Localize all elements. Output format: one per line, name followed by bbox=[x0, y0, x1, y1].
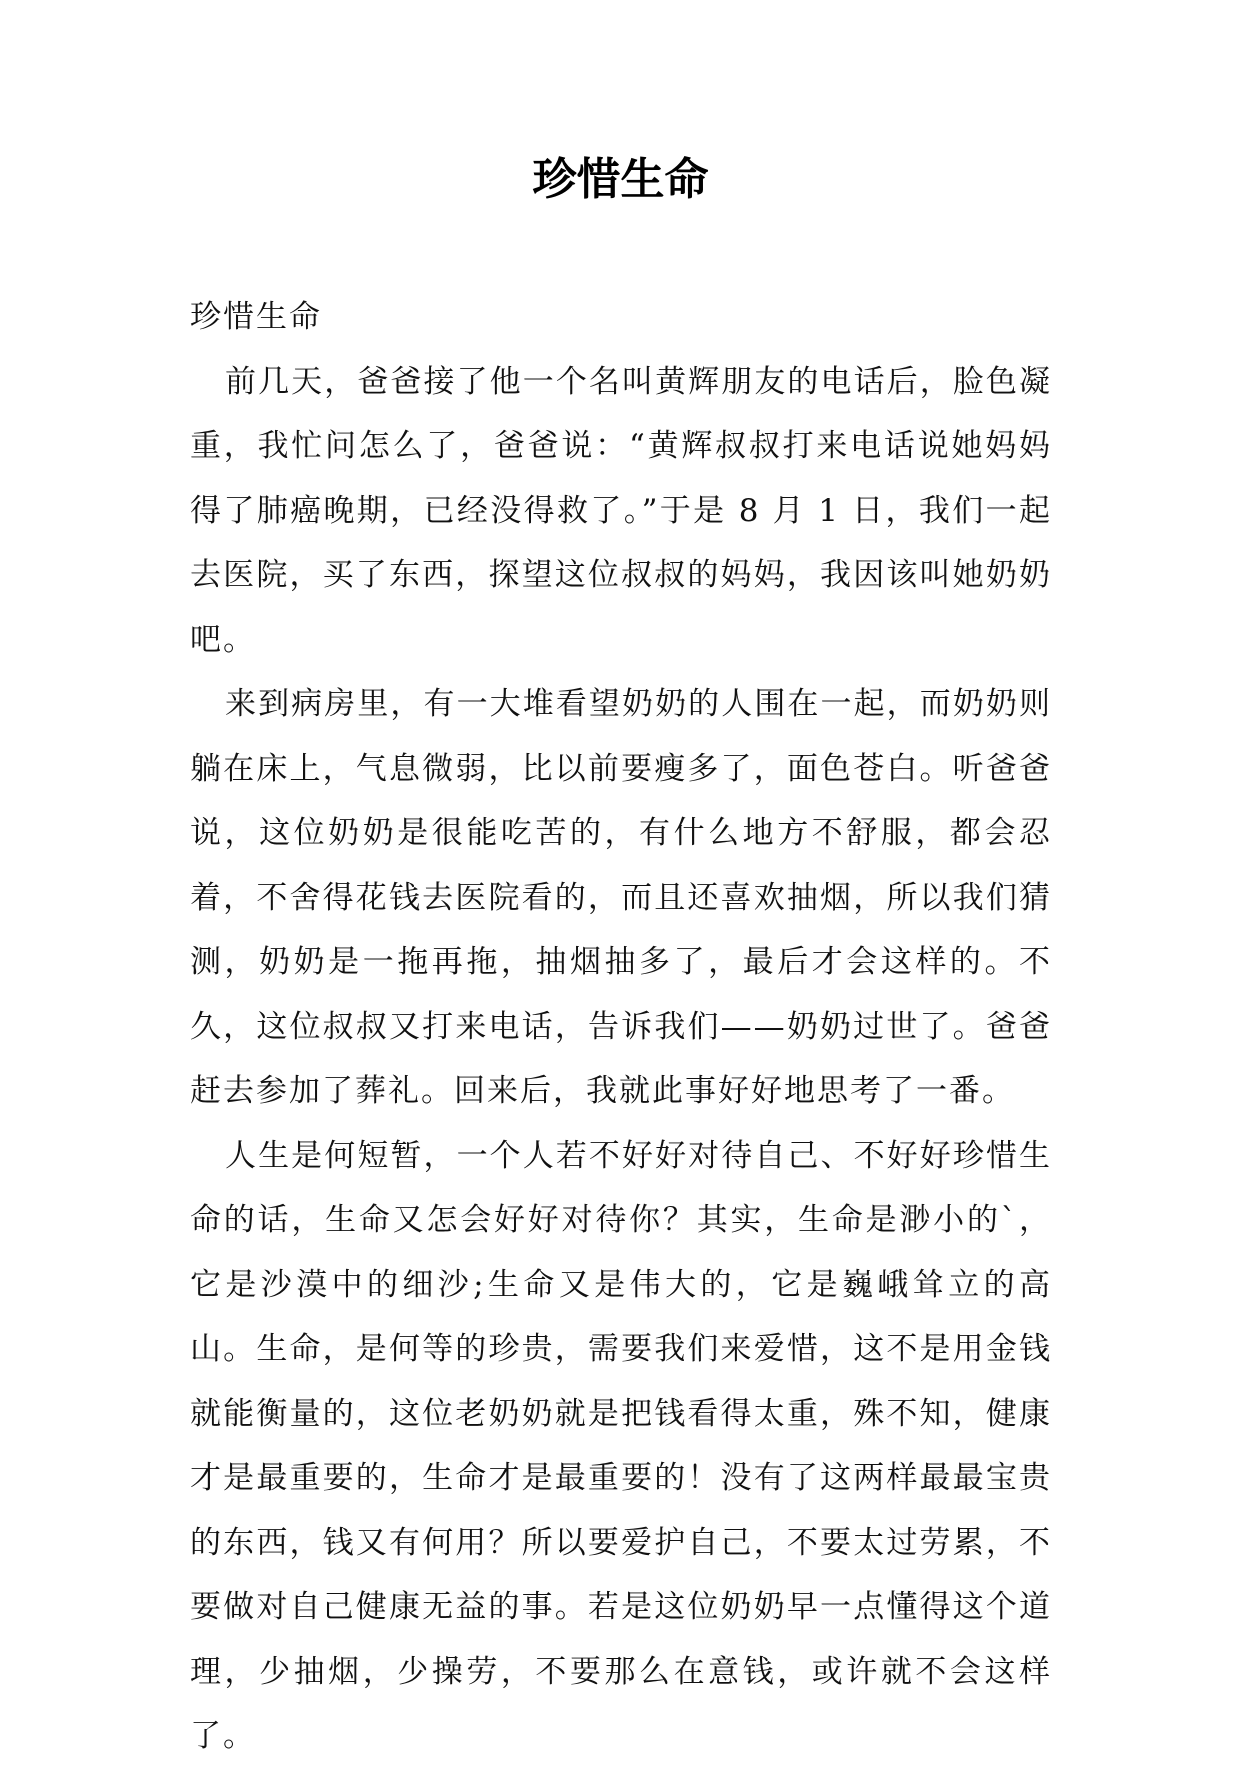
document-title: 珍惜生命 bbox=[532, 154, 709, 205]
subtitle-line: 珍惜生命 bbox=[190, 299, 322, 335]
paragraph-3: 人生是何短暂，一个人若不好好对待自己、不好好珍惜生命的话，生命又怎会好好对待你？其实，生命是渺小的`，它是沙漠中的细沙;生命又是伟大的，它是巍峨耸立的高山。生命，是何等的珍贵，需要我们来爱惜，这不是用金钱就能衡量的，这位老奶奶就是把钱看得太重，殊不知，健康才是最重要的，生命才是最重要的！没有了这两样最最宝贵的东西，钱又有何用？所以要爱护自己，不要太过劳累，不要做对自己健康无益的事。若是这位奶奶早一点懂得这个道理，少抽烟，少操劳，不要那么在意钱，或许就不会这样了。 bbox=[190, 1137, 1052, 1754]
paragraph-2: 来到病房里，有一大堆看望奶奶的人围在一起，而奶奶则躺在床上，气息微弱，比以前要瘦多了，面色苍白。听爸爸说，这位奶奶是很能吃苦的，有什么地方不舒服，都会忍着，不舍得花钱去医院看的，而且还喜欢抽烟，所以我们猜测，奶奶是一拖再拖，抽烟抽多了，最后才会这样的。不久，这位叔叔又打来电话，告诉我们——奶奶过世了。爸爸赶去参加了葬礼。回来后，我就此事好好地思考了一番。 bbox=[190, 686, 1052, 1109]
document-body bbox=[190, 285, 1052, 1769]
paragraph-1: 前几天，爸爸接了他一个名叫黄辉朋友的电话后，脸色凝重，我忙问怎么了，爸爸说：“黄辉叔叔打来电话说她妈妈得了肺癌晚期，已经没得救了。”于是 8 月 1 日，我们一起去医院，买了东西，探望这位叔叔的妈妈，我因该叫她奶奶吧。 bbox=[190, 363, 1052, 658]
